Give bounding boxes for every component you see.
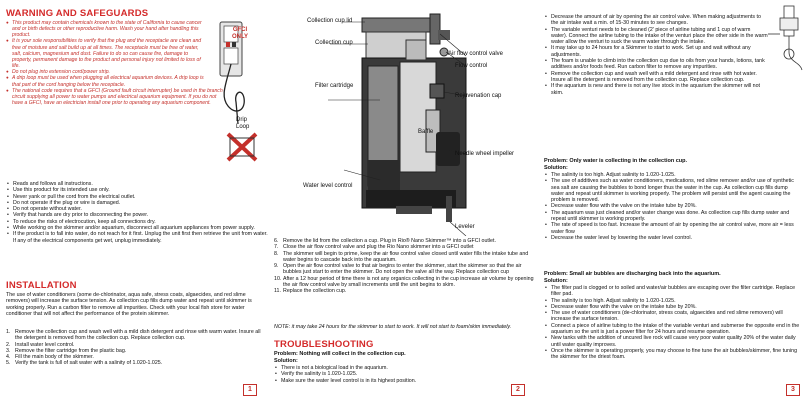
warning-item: ● A drip loop must be used when plugging all electrical aquarium devices. A drip loop is that part of the cord hanging below the receptacle. (6, 75, 206, 87)
list-item: • Remove the collection cup and wash well with a mild detergent and rinse with hot water. Insure all the detergent is removed from the collection cup. Replace collection cup. (544, 71, 768, 84)
step-number: 7. (274, 244, 279, 251)
list-item: • While working on the skimmer and/or aquarium, disconnect all aquarium appliances from power supply. (6, 225, 268, 231)
warning-list (6, 20, 223, 107)
list-item: • Reads and follows all instructions. (6, 181, 268, 187)
list-item: • Once the skimmer is operating properly, you may choose to fine tune the air bubbles/skimmer, fine tuning the skimmer for the driest foam. (544, 348, 802, 361)
step-item (274, 276, 536, 289)
list-item: • Verify the salinity is 1.020-1.025. (274, 371, 514, 377)
list-item: • The salinity is too high. Adjust salinity to 1.020-1.025. (544, 172, 802, 178)
warning-item: ● Do not plug into extension cord/power strip. (6, 69, 206, 75)
label-baffle: Baffle (418, 129, 434, 135)
step-number: 1. (6, 329, 11, 335)
list-item: • The use of water conditioners (de-chlorinator, stress coats, algaecides and red slime removers) will increase the surface tension. (544, 310, 802, 323)
list-item: • Do not operate without water. (6, 206, 268, 212)
list-item: • Make sure the water level control is in its highest position. (274, 378, 514, 384)
solution-label: Solution: (544, 165, 568, 171)
step-text: Close the air flow control valve and plug the Rio Nano skimmer into a GFCI outlet (283, 244, 474, 251)
list-item: • The variable venturi needs to be cleaned (2' piece of airline tubing and 1 cup of warm water). Connect the airline tubing to the intake of the venturi place the other side in the warm water allow the venturi to suck the warm water through the intake. (544, 27, 768, 46)
list-item: • Decrease the water level by lowering the water level control. (544, 235, 802, 241)
step-number: 4. (6, 354, 11, 361)
solution-label: Solution: (544, 278, 568, 284)
list-item: • Decrease water flow with the valve on the intake tube by 20%. (544, 203, 802, 209)
installation-intro: The use of water conditioners (some de-chlorinator, aqua safe, stress coats, algaecides, and red slime removers) will increase the surface tension. As collection cup fills dump water and repeat until skimmer is working properly. Run a carbon filter to remove all impurities. Check with your local fish store for water conditioner that will not affect the performance of the protein skimmer. (6, 292, 252, 317)
warning-item: ● The national code requires that a GFCI (Ground fault circuit interrupter) be used in the branch circuit supplying all power to water pumps and electrical aquarium equipment. If you do not have a GFCI, have an electrician install one prior to operating any aquarium component. (6, 88, 224, 106)
step-item (274, 288, 536, 294)
note-text: NOTE: it may take 24 hours for the skimmer to start to work. It will not start to foam/skim immediately. (274, 324, 512, 330)
step-text: Remove the filter cartridge from the plastic bag. (15, 347, 127, 354)
step-text: Install water level control. (15, 341, 75, 348)
label-filter-cartridge: Filter cartridge (315, 83, 354, 89)
label-air-flow-valve: Air flow control valve (448, 51, 504, 57)
troubleshooting-title: TROUBLESHOOTING (274, 339, 374, 350)
list-item: • There is not a biological load in the aquarium. (274, 365, 514, 371)
step-text: Fill the main body of the skimmer. (15, 354, 94, 361)
step-item (274, 251, 536, 264)
list-item: • The aquarium was just cleaned and/or water change was done. As collection cup fills dump water and repeat until skimmer is working properly. (544, 210, 802, 223)
label-rejuvenation-cap: Rejuvenation cap (455, 93, 502, 99)
step-number: 8. (274, 250, 279, 257)
list-item: • Use this product for its intended use only. (6, 187, 268, 193)
problem-heading: Problem: Only water is collecting in the collection cup. (544, 158, 688, 164)
step-text: After a 12 hour period of time there is not any organics collecting in the cup increase air volume by opening the air flow control valve by small increments until the unit begins to skim. (283, 275, 534, 289)
solution-list-continued (544, 14, 768, 96)
warning-item: ● It is your sole responsibilities to verify that the plug and the receptacle are clean and free of moisture and salt build up at all times. The receptacle must be free of water, salt, calcium, magnesium and dust. Failure to do so can cause fire, damage to property, permanent damage to the product and personal injury not limited to loss of life. (6, 38, 206, 69)
page-3 (538, 0, 808, 404)
label-collection-cup-lid: Collection cup lid (307, 18, 353, 24)
step-item (6, 329, 268, 342)
installation-steps-continued (274, 238, 536, 295)
gfci-label: GFCI ONLY (231, 27, 249, 40)
step-text: Verify the tank is full of salt water with a salinity of 1.020-1.025. (15, 360, 163, 367)
list-item: • If the aquarium is new and there is not any live stock in the aquarium the skimmer will not skim. (544, 83, 768, 96)
installation-title: INSTALLATION (6, 280, 77, 291)
page-2 (270, 0, 538, 404)
warning-title: WARNING AND SAFEGUARDS (6, 8, 149, 19)
list-item: • The filter pad is clogged or to soiled and water/air bubbles are escaping over the filter cartridge. Replace filter pad. (544, 285, 802, 298)
list-item: • Do not operate if the plug or wire is damaged. (6, 200, 268, 206)
solution-list (544, 285, 802, 361)
step-text: Remove the lid from the collection a cup. Plug in Rio® Nano Skimmer™ into a GFCI outlet. (283, 238, 496, 244)
solution-label: Solution: (274, 358, 298, 364)
label-water-level-control: Water level control (303, 183, 353, 189)
step-number: 6. (274, 238, 279, 244)
step-number: 9. (274, 263, 279, 270)
label-needle-wheel: Needle wheel impeller (455, 151, 515, 157)
step-text: Remove the collection cup and wash well with a mild dish detergent and rinse with warm water. Insure all the detergent is removed from the collection cup. Replace collection cup. (15, 329, 261, 342)
problem-heading: Problem: Small air bubbles are discharging back into the aquarium. (544, 271, 721, 277)
problem-heading: Problem: Nothing will collect in the collection cup. (274, 351, 406, 357)
label-flow-control: Flow control (455, 63, 488, 69)
list-item: • Never yank or pull the cord from the electrical outlet. (6, 194, 268, 200)
page-1 (0, 0, 270, 404)
step-item (274, 263, 536, 276)
list-item: • Decrease the amount of air by opening the air control valve. When making adjustments to the air intake wait a min. of 15-30 minutes to see changes. (544, 14, 768, 27)
step-number: 2. (6, 341, 11, 348)
skimmer-diagram (270, 0, 538, 236)
solution-list (274, 365, 514, 384)
installation-steps (6, 329, 268, 367)
list-item: • The use of additives such as water conditioners, medications, red slime remover and/or use of synthetic sea salt are causing the bubbles to bond longer thus the water in the cup. As collection cup fills dump water and repeat until skimmer is working properly. The problem will persist until the agent causing the problem is removed. (544, 178, 802, 203)
page-number: 2 (511, 384, 525, 396)
step-item (6, 360, 268, 366)
list-item: • Connect a piece of airline tubing to the intake of the variable venturi and submerse the opposite end in the aquarium so the unit is just a power filter for 24 hours and resume operation. (544, 323, 802, 336)
step-text: Open the air flow control valve to that air begins to enter the skimmer, start the skimmer so that the air bubbles just start to enter the skimmer. Do not open the valve all the way. Replace collection cup (283, 263, 522, 276)
step-number: 10. (274, 275, 282, 282)
list-item: • New tanks with the addition of uncured live rock will cause very poor water quality 20% of the water daily until water quality improves. (544, 335, 802, 348)
label-leveler: Leveler (455, 224, 475, 230)
warning-item: ● This product may contain chemicals known to the state of California to cause cancer and or birth defects or other reproductive harm. Wash your hand after handling this product. (6, 20, 206, 38)
list-item: • The salinity is too high. Adjust salinity to 1.020-1.025. (544, 298, 802, 304)
step-number: 11. (274, 288, 281, 295)
list-item: • To reduce the risks of electrocution, keep all connections dry. (6, 219, 268, 225)
list-item: • Decrease water flow with the valve on the intake tube by 20%. (544, 304, 802, 310)
list-item: • The rate of speed is too fast. Increase the amount of air by opening the air control valve, more air = less water flow (544, 222, 802, 235)
list-item: • If the product is to fall into water, do not reach for it first. Unplug the unit first then retrieve the unit from water. If any of the electrical components get wet, unplug immediately. (6, 231, 268, 244)
page-number: 3 (786, 384, 800, 396)
list-item: • The foam is unable to climb into the collection cup due to oils from your hands, lotions, tank additives and/or foods feed. Run carbon filter to remove any impurities. (544, 58, 768, 71)
step-number: 5. (6, 360, 11, 367)
solution-list (544, 172, 802, 241)
skimmer-thumbnail (764, 4, 808, 74)
label-collection-cup: Collection cup (315, 40, 353, 46)
safety-list (6, 181, 268, 244)
step-number: 3. (6, 347, 11, 354)
step-text: The skimmer will begin to prime, keep the air flow control valve closed until water fills the intake tube and water begins to cascade back into the aquarium. (283, 250, 529, 263)
step-text: Replace the collection cup. (283, 288, 347, 295)
drip-loop-label: Drip Loop (236, 117, 250, 130)
page-number: 1 (243, 384, 257, 396)
list-item: • Verify that hands are dry prior to disconnecting the power. (6, 212, 268, 218)
list-item: • It may take up to 24 hours for a Skimmer to start to work. Set up and wait without any adjustments. (544, 45, 768, 58)
